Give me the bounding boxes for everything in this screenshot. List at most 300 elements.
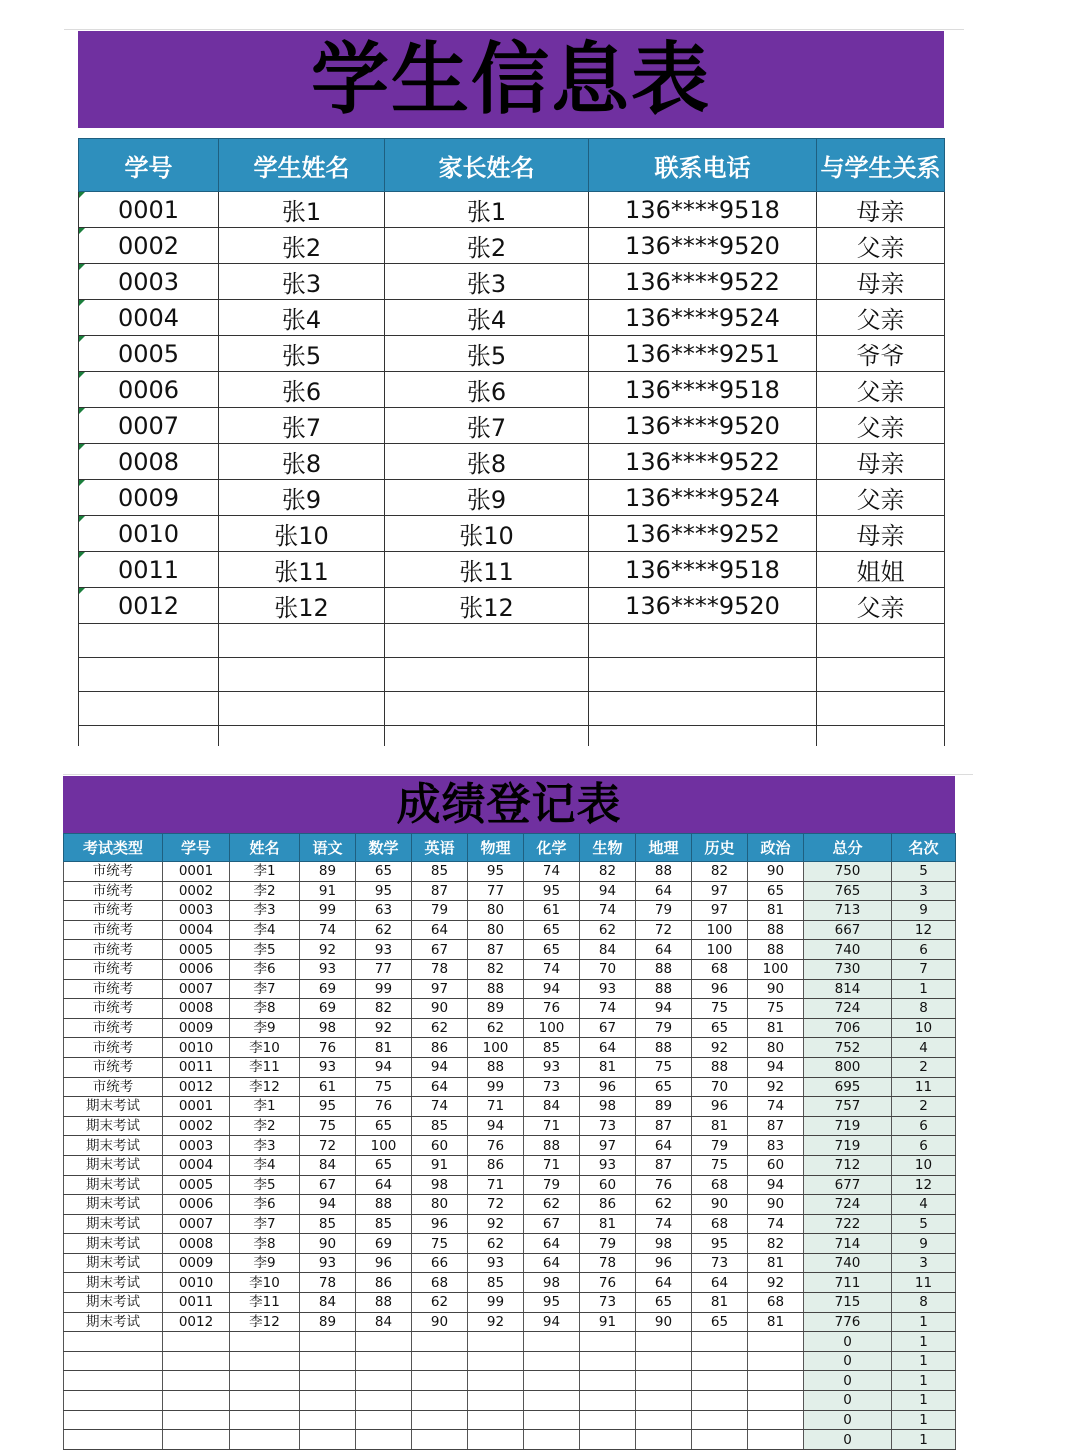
student-info-title: 学生信息表	[78, 31, 944, 128]
cell-exam-type: 期末考试	[64, 1253, 163, 1273]
cell-exam-type: 期末考试	[64, 1136, 163, 1156]
cell-chemistry: 64	[524, 1253, 580, 1273]
cell-physics: 94	[468, 1116, 524, 1136]
cell-name	[230, 1410, 300, 1430]
cell-chemistry: 76	[524, 999, 580, 1019]
cell-relationship: 母亲	[817, 516, 945, 552]
cell-politics: 81	[748, 1018, 804, 1038]
cell-chinese: 93	[300, 959, 356, 979]
cell-total: 711	[804, 1273, 892, 1293]
cell-student-id: 0003	[163, 1136, 230, 1156]
cell-student-id: 0008	[79, 444, 219, 480]
table-row	[64, 1430, 956, 1450]
table-row	[64, 1214, 956, 1234]
cell-chemistry: 94	[524, 979, 580, 999]
cell-biology: 74	[580, 999, 636, 1019]
table-row	[64, 1273, 956, 1293]
cell-biology: 79	[580, 1234, 636, 1254]
cell-politics: 82	[748, 1234, 804, 1254]
cell-geography: 96	[636, 1253, 692, 1273]
cell-english: 94	[412, 1057, 468, 1077]
cell-chinese	[300, 1371, 356, 1391]
cell-history	[692, 1351, 748, 1371]
cell-english: 90	[412, 999, 468, 1019]
cell-total: 715	[804, 1293, 892, 1313]
cell-biology	[580, 1410, 636, 1430]
empty-cell	[79, 658, 219, 692]
cell-english: 68	[412, 1273, 468, 1293]
cell-politics: 80	[748, 1038, 804, 1058]
table-row	[64, 862, 956, 882]
cell-geography: 72	[636, 920, 692, 940]
cell-parent-name: 张12	[385, 588, 589, 624]
cell-student-id: 0010	[163, 1273, 230, 1293]
cell-chinese: 69	[300, 979, 356, 999]
cell-biology: 62	[580, 920, 636, 940]
table-row	[79, 192, 945, 228]
cell-student-name: 张8	[219, 444, 385, 480]
table-row	[64, 901, 956, 921]
cell-student-id	[163, 1430, 230, 1450]
cell-biology: 73	[580, 1293, 636, 1313]
cell-exam-type: 市统考	[64, 920, 163, 940]
cell-math	[356, 1430, 412, 1450]
cell-biology	[580, 1430, 636, 1450]
cell-history: 100	[692, 940, 748, 960]
cell-exam-type: 期末考试	[64, 1175, 163, 1195]
cell-phone: 136****9522	[589, 444, 817, 480]
cell-chinese: 93	[300, 1253, 356, 1273]
empty-cell	[79, 692, 219, 726]
cell-history: 68	[692, 1214, 748, 1234]
cell-name: 李1	[230, 862, 300, 882]
cell-politics: 60	[748, 1155, 804, 1175]
cell-chinese: 90	[300, 1234, 356, 1254]
cell-history: 81	[692, 1293, 748, 1313]
cell-parent-name: 张1	[385, 192, 589, 228]
cell-rank: 4	[892, 1195, 956, 1215]
cell-physics: 92	[468, 1312, 524, 1332]
cell-geography: 74	[636, 1214, 692, 1234]
cell-total: 0	[804, 1371, 892, 1391]
cell-rank: 1	[892, 1312, 956, 1332]
cell-math: 96	[356, 1253, 412, 1273]
cell-geography	[636, 1332, 692, 1352]
cell-parent-name: 张11	[385, 552, 589, 588]
cell-math: 92	[356, 1018, 412, 1038]
cell-history: 100	[692, 920, 748, 940]
empty-row	[79, 624, 945, 658]
divider	[63, 774, 973, 775]
cell-physics	[468, 1371, 524, 1391]
cell-politics	[748, 1351, 804, 1371]
cell-physics: 72	[468, 1195, 524, 1215]
cell-name: 李9	[230, 1253, 300, 1273]
cell-math: 63	[356, 901, 412, 921]
cell-total: 0	[804, 1391, 892, 1411]
empty-cell	[385, 624, 589, 658]
cell-biology: 81	[580, 1057, 636, 1077]
cell-total: 0	[804, 1430, 892, 1450]
cell-math	[356, 1371, 412, 1391]
cell-student-id: 0007	[163, 1214, 230, 1234]
cell-chinese: 74	[300, 920, 356, 940]
cell-history: 95	[692, 1234, 748, 1254]
cell-politics: 88	[748, 940, 804, 960]
cell-history: 65	[692, 1018, 748, 1038]
cell-name	[230, 1332, 300, 1352]
cell-chinese: 85	[300, 1214, 356, 1234]
cell-rank: 9	[892, 901, 956, 921]
cell-english: 60	[412, 1136, 468, 1156]
cell-student-id: 0006	[163, 959, 230, 979]
cell-exam-type	[64, 1391, 163, 1411]
cell-name: 李2	[230, 1116, 300, 1136]
cell-name: 李3	[230, 1136, 300, 1156]
empty-cell	[219, 624, 385, 658]
cell-politics: 90	[748, 1195, 804, 1215]
cell-name: 李4	[230, 1155, 300, 1175]
cell-student-id: 0012	[163, 1077, 230, 1097]
empty-cell	[79, 726, 219, 747]
cell-math: 86	[356, 1273, 412, 1293]
cell-chemistry: 84	[524, 1097, 580, 1117]
cell-rank: 3	[892, 881, 956, 901]
cell-student-name: 张7	[219, 408, 385, 444]
cell-student-id: 0009	[163, 1018, 230, 1038]
cell-politics: 90	[748, 979, 804, 999]
student-info-section	[78, 31, 944, 746]
cell-exam-type: 期末考试	[64, 1097, 163, 1117]
cell-history	[692, 1371, 748, 1391]
cell-total: 706	[804, 1018, 892, 1038]
cell-geography: 65	[636, 1077, 692, 1097]
cell-biology	[580, 1351, 636, 1371]
cell-physics: 71	[468, 1097, 524, 1117]
cell-parent-name: 张2	[385, 228, 589, 264]
cell-history	[692, 1391, 748, 1411]
cell-english: 67	[412, 940, 468, 960]
cell-chemistry: 98	[524, 1273, 580, 1293]
cell-student-id: 0009	[163, 1253, 230, 1273]
header-politics: 政治	[748, 834, 804, 862]
cell-rank: 1	[892, 1430, 956, 1450]
cell-student-id: 0001	[79, 192, 219, 228]
cell-politics: 81	[748, 901, 804, 921]
header-student-id: 学号	[163, 834, 230, 862]
cell-politics: 100	[748, 959, 804, 979]
cell-total: 776	[804, 1312, 892, 1332]
cell-physics: 86	[468, 1155, 524, 1175]
cell-chinese: 84	[300, 1155, 356, 1175]
cell-math: 65	[356, 1116, 412, 1136]
cell-geography: 65	[636, 1293, 692, 1313]
cell-exam-type	[64, 1351, 163, 1371]
cell-relationship: 姐姐	[817, 552, 945, 588]
cell-name	[230, 1371, 300, 1391]
cell-student-id: 0003	[79, 264, 219, 300]
cell-biology: 74	[580, 901, 636, 921]
cell-name	[230, 1430, 300, 1450]
cell-biology: 93	[580, 979, 636, 999]
cell-geography: 79	[636, 901, 692, 921]
header-biology: 生物	[580, 834, 636, 862]
cell-chinese: 94	[300, 1195, 356, 1215]
cell-physics: 99	[468, 1077, 524, 1097]
cell-chemistry: 94	[524, 1312, 580, 1332]
cell-student-id: 0004	[163, 920, 230, 940]
cell-total: 0	[804, 1351, 892, 1371]
cell-history: 90	[692, 1195, 748, 1215]
cell-history: 88	[692, 1057, 748, 1077]
cell-total: 757	[804, 1097, 892, 1117]
cell-english: 64	[412, 920, 468, 940]
cell-rank: 1	[892, 1332, 956, 1352]
cell-name: 李1	[230, 1097, 300, 1117]
cell-student-name: 张12	[219, 588, 385, 624]
cell-english: 62	[412, 1293, 468, 1313]
cell-rank: 8	[892, 999, 956, 1019]
table-row	[64, 920, 956, 940]
cell-chemistry: 71	[524, 1116, 580, 1136]
table-row	[64, 999, 956, 1019]
empty-cell	[817, 658, 945, 692]
cell-total: 719	[804, 1116, 892, 1136]
cell-rank: 2	[892, 1097, 956, 1117]
empty-cell	[817, 726, 945, 747]
cell-student-id	[163, 1371, 230, 1391]
table-row	[64, 1195, 956, 1215]
cell-english: 97	[412, 979, 468, 999]
cell-geography: 64	[636, 940, 692, 960]
cell-english	[412, 1430, 468, 1450]
cell-rank: 5	[892, 1214, 956, 1234]
header-phone: 联系电话	[589, 139, 817, 192]
cell-history	[692, 1410, 748, 1430]
cell-physics: 88	[468, 979, 524, 999]
cell-chinese: 92	[300, 940, 356, 960]
cell-chinese	[300, 1430, 356, 1450]
cell-student-id	[163, 1351, 230, 1371]
cell-student-id: 0008	[163, 1234, 230, 1254]
cell-math: 62	[356, 920, 412, 940]
empty-cell	[385, 726, 589, 747]
cell-student-name: 张4	[219, 300, 385, 336]
cell-history: 79	[692, 1136, 748, 1156]
cell-english: 86	[412, 1038, 468, 1058]
cell-chemistry: 85	[524, 1038, 580, 1058]
cell-student-id	[163, 1410, 230, 1430]
table-row	[64, 1136, 956, 1156]
cell-name: 李6	[230, 1195, 300, 1215]
cell-student-id: 0001	[163, 862, 230, 882]
cell-phone: 136****9252	[589, 516, 817, 552]
cell-chemistry: 73	[524, 1077, 580, 1097]
cell-student-name: 张11	[219, 552, 385, 588]
cell-chemistry: 79	[524, 1175, 580, 1195]
cell-geography: 98	[636, 1234, 692, 1254]
cell-math: 88	[356, 1293, 412, 1313]
cell-chinese: 69	[300, 999, 356, 1019]
empty-cell	[219, 692, 385, 726]
cell-student-id	[163, 1332, 230, 1352]
cell-student-id: 0005	[163, 1175, 230, 1195]
grade-register-title: 成绩登记表	[63, 776, 955, 833]
cell-rank: 1	[892, 1391, 956, 1411]
cell-chinese: 93	[300, 1057, 356, 1077]
cell-history	[692, 1430, 748, 1450]
header-parent-name: 家长姓名	[385, 139, 589, 192]
cell-politics	[748, 1371, 804, 1391]
cell-exam-type: 市统考	[64, 1018, 163, 1038]
cell-student-id: 0007	[79, 408, 219, 444]
cell-biology: 86	[580, 1195, 636, 1215]
cell-name: 李10	[230, 1273, 300, 1293]
cell-physics: 93	[468, 1253, 524, 1273]
cell-math: 100	[356, 1136, 412, 1156]
cell-geography: 88	[636, 862, 692, 882]
cell-total: 800	[804, 1057, 892, 1077]
empty-row	[79, 692, 945, 726]
cell-total: 750	[804, 862, 892, 882]
cell-chinese	[300, 1391, 356, 1411]
cell-history: 75	[692, 1155, 748, 1175]
cell-student-id: 0008	[163, 999, 230, 1019]
table-row	[79, 516, 945, 552]
cell-biology: 96	[580, 1077, 636, 1097]
cell-relationship: 父亲	[817, 588, 945, 624]
cell-name: 李2	[230, 881, 300, 901]
grade-register-section	[63, 776, 955, 1450]
table-row	[64, 1293, 956, 1313]
cell-chinese	[300, 1351, 356, 1371]
cell-physics: 80	[468, 920, 524, 940]
table-row	[79, 264, 945, 300]
cell-rank: 10	[892, 1018, 956, 1038]
cell-name: 李4	[230, 920, 300, 940]
cell-name: 李3	[230, 901, 300, 921]
cell-name: 李11	[230, 1057, 300, 1077]
cell-chinese	[300, 1410, 356, 1430]
cell-exam-type: 市统考	[64, 901, 163, 921]
cell-exam-type: 市统考	[64, 1077, 163, 1097]
cell-name: 李6	[230, 959, 300, 979]
cell-student-id: 0005	[79, 336, 219, 372]
cell-politics: 90	[748, 862, 804, 882]
cell-politics: 68	[748, 1293, 804, 1313]
cell-chinese: 89	[300, 862, 356, 882]
cell-exam-type: 市统考	[64, 979, 163, 999]
cell-chinese: 78	[300, 1273, 356, 1293]
cell-total: 740	[804, 940, 892, 960]
cell-biology: 97	[580, 1136, 636, 1156]
table-row	[79, 372, 945, 408]
cell-phone: 136****9518	[589, 192, 817, 228]
cell-biology: 60	[580, 1175, 636, 1195]
cell-geography	[636, 1430, 692, 1450]
cell-relationship: 父亲	[817, 408, 945, 444]
cell-phone: 136****9251	[589, 336, 817, 372]
header-exam-type: 考试类型	[64, 834, 163, 862]
cell-physics: 95	[468, 862, 524, 882]
cell-geography	[636, 1371, 692, 1391]
cell-politics	[748, 1410, 804, 1430]
header-history: 历史	[692, 834, 748, 862]
cell-student-id: 0007	[163, 979, 230, 999]
cell-exam-type: 期末考试	[64, 1293, 163, 1313]
cell-biology: 93	[580, 1155, 636, 1175]
cell-phone: 136****9520	[589, 228, 817, 264]
cell-english	[412, 1351, 468, 1371]
cell-english: 90	[412, 1312, 468, 1332]
empty-cell	[589, 624, 817, 658]
cell-english: 64	[412, 1077, 468, 1097]
cell-parent-name: 张9	[385, 480, 589, 516]
cell-exam-type: 市统考	[64, 1057, 163, 1077]
cell-physics: 100	[468, 1038, 524, 1058]
table-header-row	[64, 834, 956, 862]
cell-phone: 136****9522	[589, 264, 817, 300]
cell-politics: 92	[748, 1077, 804, 1097]
cell-rank: 2	[892, 1057, 956, 1077]
empty-cell	[589, 726, 817, 747]
cell-english: 96	[412, 1214, 468, 1234]
cell-name: 李7	[230, 1214, 300, 1234]
cell-biology: 81	[580, 1214, 636, 1234]
header-rank: 名次	[892, 834, 956, 862]
cell-exam-type	[64, 1332, 163, 1352]
cell-english: 79	[412, 901, 468, 921]
cell-parent-name: 张8	[385, 444, 589, 480]
cell-biology: 70	[580, 959, 636, 979]
cell-chemistry	[524, 1371, 580, 1391]
cell-physics: 99	[468, 1293, 524, 1313]
cell-chemistry: 64	[524, 1234, 580, 1254]
cell-total: 712	[804, 1155, 892, 1175]
cell-parent-name: 张4	[385, 300, 589, 336]
cell-politics: 88	[748, 920, 804, 940]
cell-student-id: 0009	[79, 480, 219, 516]
cell-math	[356, 1332, 412, 1352]
cell-name: 李8	[230, 999, 300, 1019]
cell-exam-type	[64, 1371, 163, 1391]
cell-math: 85	[356, 1214, 412, 1234]
cell-geography: 94	[636, 999, 692, 1019]
header-geography: 地理	[636, 834, 692, 862]
cell-rank: 11	[892, 1077, 956, 1097]
cell-math: 69	[356, 1234, 412, 1254]
cell-biology: 73	[580, 1116, 636, 1136]
cell-math: 82	[356, 999, 412, 1019]
cell-student-id: 0006	[79, 372, 219, 408]
cell-physics	[468, 1351, 524, 1371]
cell-english: 66	[412, 1253, 468, 1273]
cell-name: 李12	[230, 1312, 300, 1332]
divider	[64, 29, 964, 30]
cell-math: 94	[356, 1057, 412, 1077]
cell-total: 740	[804, 1253, 892, 1273]
cell-total: 722	[804, 1214, 892, 1234]
empty-cell	[817, 692, 945, 726]
cell-biology: 76	[580, 1273, 636, 1293]
cell-chinese: 98	[300, 1018, 356, 1038]
cell-parent-name: 张3	[385, 264, 589, 300]
table-row	[64, 940, 956, 960]
table-row	[79, 408, 945, 444]
cell-total: 724	[804, 1195, 892, 1215]
cell-rank: 6	[892, 940, 956, 960]
cell-geography: 87	[636, 1155, 692, 1175]
